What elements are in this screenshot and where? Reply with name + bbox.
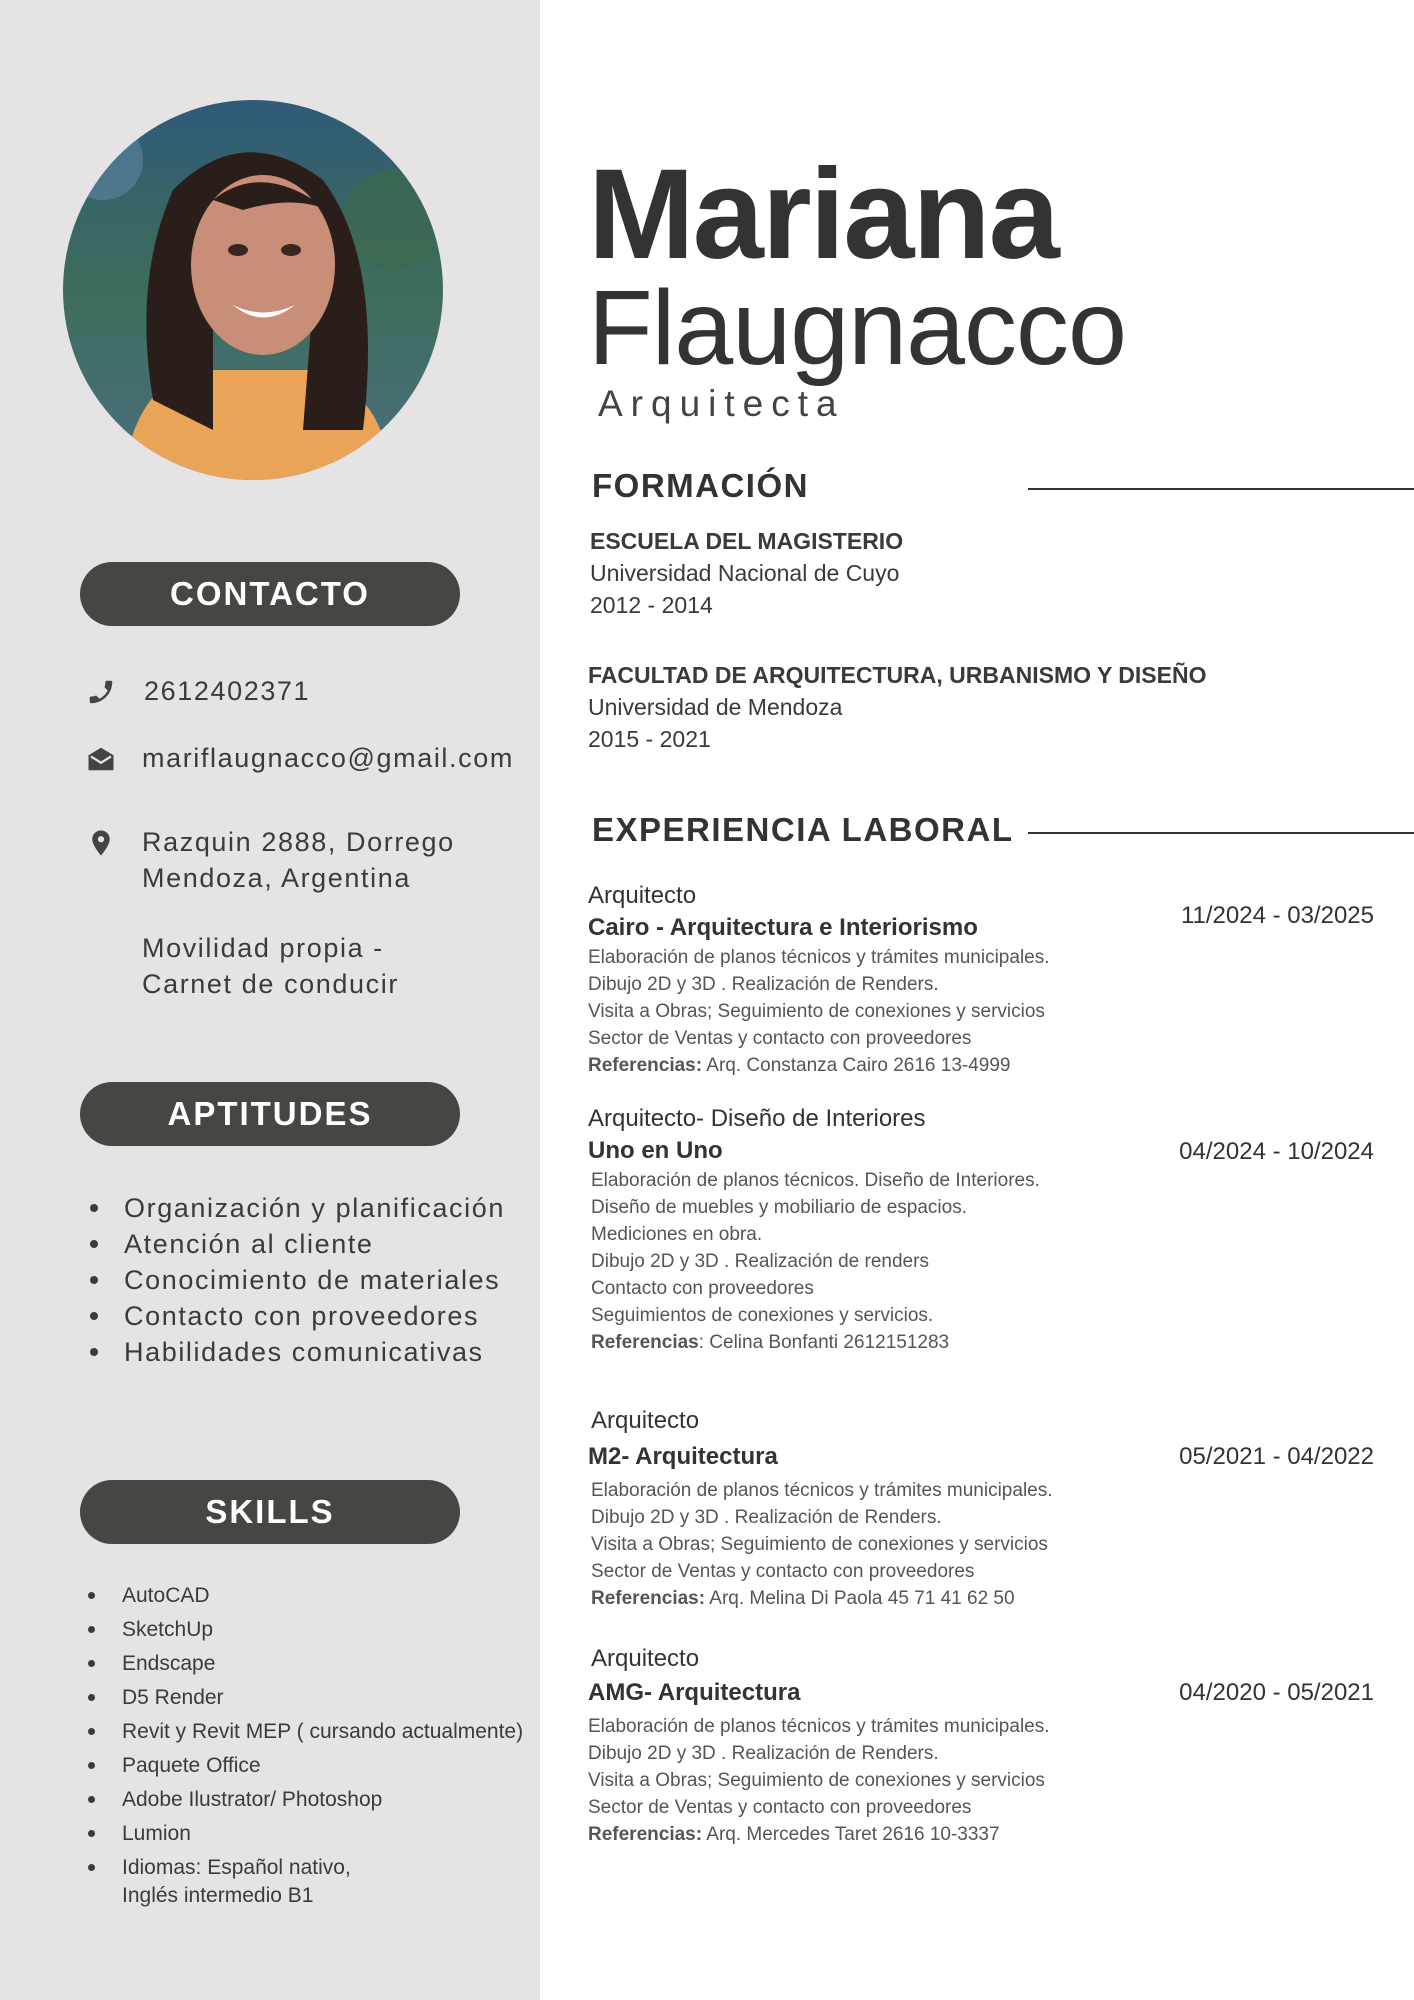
aptitude-item: Atención al cliente xyxy=(88,1226,505,1262)
languages-line-1: Idiomas: Español nativo, xyxy=(122,1856,351,1879)
job-dates: 04/2024 - 10/2024 xyxy=(1179,1138,1374,1165)
job-duty: Dibujo 2D y 3D . Realización de Renders. xyxy=(588,974,939,995)
aptitude-item: Conocimiento de materiales xyxy=(88,1262,505,1298)
job-duty: Diseño de muebles y mobiliario de espacios. xyxy=(591,1197,967,1218)
education-university: Universidad Nacional de Cuyo xyxy=(590,560,900,586)
job-duty: Mediciones en obra. xyxy=(591,1224,763,1245)
job-dates: 04/2020 - 05/2021 xyxy=(1179,1679,1374,1706)
aptitude-item: Habilidades comunicativas xyxy=(88,1334,505,1370)
job-reference xyxy=(591,1329,1388,1356)
skill-item: Adobe Ilustrator/ Photoshop xyxy=(86,1786,523,1820)
aptitude-item: Contacto con proveedores xyxy=(88,1298,505,1334)
job-description xyxy=(591,1167,1388,1356)
reference-value: : Celina Bonfanti 2612151283 xyxy=(698,1332,950,1353)
job-company: Uno en Uno xyxy=(588,1137,723,1164)
job-entry xyxy=(588,1643,1388,1848)
address-line-1: Razquin 2888, Dorrego xyxy=(142,827,455,857)
job-duty: Visita a Obras; Seguimiento de conexiones y servicios xyxy=(591,1534,1048,1555)
job-duty: Sector de Ventas y contacto con proveedores xyxy=(591,1561,975,1582)
skill-item: D5 Render xyxy=(86,1684,523,1718)
skill-item: SketchUp xyxy=(86,1616,523,1650)
job-duty: Dibujo 2D y 3D . Realización de Renders. xyxy=(591,1507,942,1528)
skill-item: Endscape xyxy=(86,1650,523,1684)
education-institution: FACULTAD DE ARQUITECTURA, URBANISMO Y DISEÑO xyxy=(588,662,1207,688)
education-years: 2012 - 2014 xyxy=(590,592,713,618)
skill-item: Paquete Office xyxy=(86,1752,523,1786)
formacion-divider xyxy=(1028,488,1414,490)
mobility-line-1: Movilidad propia - xyxy=(142,933,384,963)
email-address[interactable]: mariflaugnacco@gmail.com xyxy=(142,743,514,773)
phone-icon xyxy=(86,677,116,707)
location-pin-icon xyxy=(86,828,116,858)
education-university: Universidad de Mendoza xyxy=(588,694,843,720)
reference-value: Arq. Constanza Cairo 2616 13-4999 xyxy=(702,1055,1011,1076)
job-reference xyxy=(591,1585,1388,1612)
job-title: Arquitecto xyxy=(591,1645,700,1672)
skill-item-languages xyxy=(86,1854,523,1914)
job-role: Arquitecta xyxy=(598,383,845,424)
job-company: M2- Arquitectura xyxy=(588,1443,778,1470)
reference-label: Referencias: xyxy=(591,1588,706,1609)
education-years: 2015 - 2021 xyxy=(588,726,711,752)
reference-value: Arq. Mercedes Taret 2616 10-3337 xyxy=(702,1824,1000,1845)
job-duty: Contacto con proveedores xyxy=(591,1278,814,1299)
reference-label: Referencias xyxy=(591,1332,699,1353)
job-dates: 05/2021 - 04/2022 xyxy=(1179,1443,1374,1470)
job-duty: Elaboración de planos técnicos y trámites municipales. xyxy=(588,1716,1050,1737)
education-institution: ESCUELA DEL MAGISTERIO xyxy=(590,528,904,554)
skill-item: Revit y Revit MEP ( cursando actualmente) xyxy=(86,1718,523,1752)
address-line-2: Mendoza, Argentina xyxy=(142,863,411,893)
languages-line-2: Inglés intermedio B1 xyxy=(122,1884,314,1907)
skills-heading: SKILLS xyxy=(80,1480,460,1544)
phone-row xyxy=(86,673,310,709)
job-title: Arquitecto xyxy=(591,1407,700,1434)
envelope-icon xyxy=(86,744,116,774)
profile-photo xyxy=(63,100,443,480)
address-block xyxy=(142,824,455,1002)
aptitude-item: Organización y planificación xyxy=(88,1190,505,1226)
job-duty: Dibujo 2D y 3D . Realización de Renders. xyxy=(588,1743,939,1764)
job-company: AMG- Arquitectura xyxy=(588,1679,801,1706)
job-entry xyxy=(588,880,1388,1079)
job-reference xyxy=(588,1821,1388,1848)
experiencia-heading: EXPERIENCIA LABORAL xyxy=(592,811,1014,848)
reference-label: Referencias: xyxy=(588,1824,703,1845)
job-duty: Sector de Ventas y contacto con proveedores xyxy=(588,1028,972,1049)
last-name: Flaugnacco xyxy=(588,269,1127,387)
address-row xyxy=(86,824,455,1002)
skill-item: Lumion xyxy=(86,1820,523,1854)
job-title: Arquitecto xyxy=(588,882,697,909)
job-duty: Seguimientos de conexiones y servicios. xyxy=(591,1305,934,1326)
job-description xyxy=(591,1477,1388,1612)
job-entry xyxy=(588,1405,1388,1612)
reference-label: Referencias: xyxy=(588,1055,703,1076)
formacion-heading: FORMACIÓN xyxy=(592,467,809,504)
email-row xyxy=(86,740,514,776)
job-duty: Visita a Obras; Seguimiento de conexiones y servicios xyxy=(588,1001,1045,1022)
education-entry xyxy=(588,659,1206,755)
job-duty: Elaboración de planos técnicos y trámites municipales. xyxy=(588,947,1050,968)
skills-list xyxy=(86,1582,523,1914)
job-dates: 11/2024 - 03/2025 xyxy=(1180,902,1374,929)
first-name: Mariana xyxy=(588,143,1058,286)
job-duty: Sector de Ventas y contacto con proveedores xyxy=(588,1797,972,1818)
job-duty: Elaboración de planos técnicos. Diseño de Interiores. xyxy=(591,1170,1040,1191)
experiencia-divider xyxy=(1028,832,1414,834)
skill-item: AutoCAD xyxy=(86,1582,523,1616)
mobility-line-2: Carnet de conducir xyxy=(142,969,399,999)
aptitudes-list xyxy=(88,1190,505,1370)
job-description xyxy=(588,1713,1388,1848)
job-duty: Elaboración de planos técnicos y trámites municipales. xyxy=(591,1480,1053,1501)
aptitudes-heading: APTITUDES xyxy=(80,1082,460,1146)
job-duty: Visita a Obras; Seguimiento de conexiones y servicios xyxy=(588,1770,1045,1791)
job-description xyxy=(588,944,1388,1079)
phone-number[interactable]: 2612402371 xyxy=(144,676,311,706)
job-reference xyxy=(588,1052,1388,1079)
job-title: Arquitecto- Diseño de Interiores xyxy=(588,1105,926,1132)
job-company: Cairo - Arquitectura e Interiorismo xyxy=(588,914,978,941)
job-entry xyxy=(588,1103,1388,1356)
reference-value: Arq. Melina Di Paola 45 71 41 62 50 xyxy=(705,1588,1015,1609)
job-duty: Dibujo 2D y 3D . Realización de renders xyxy=(591,1251,929,1272)
contact-heading: CONTACTO xyxy=(80,562,460,626)
education-entry xyxy=(590,525,903,621)
